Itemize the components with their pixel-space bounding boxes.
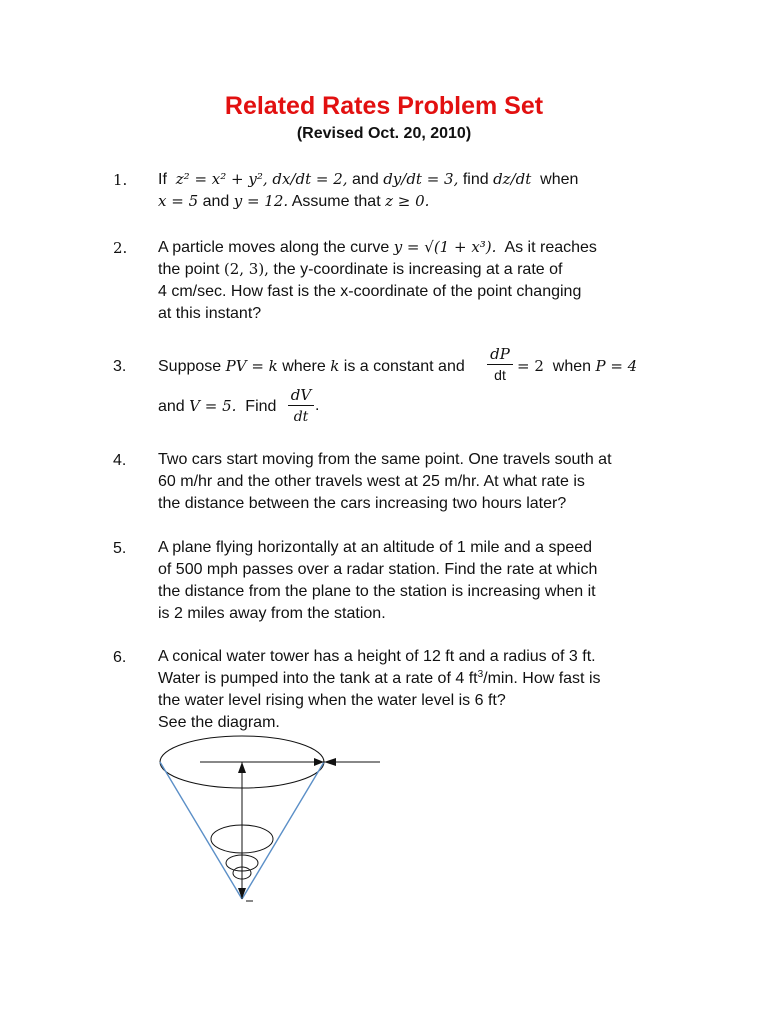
- problem-1-line-1: If z² = x² + y², dx/dt = 2, and dy/dt = 3, find dz/dt when: [158, 170, 579, 188]
- problem-2-line-4: at this instant?: [158, 305, 262, 322]
- problem-number: 1.: [113, 171, 128, 189]
- cone-left-side: [160, 762, 242, 899]
- problem-6-line-1: A conical water tower has a height of 12 ft and a radius of 3 ft.: [158, 648, 596, 665]
- problem-6-line-4: See the diagram.: [158, 714, 280, 731]
- height-arrow: [238, 762, 253, 901]
- fraction-dp-dt: dP dt: [487, 345, 513, 384]
- problem-4-line-2: 60 m/hr and the other travels west at 25 m/hr. At what rate is: [158, 473, 585, 490]
- problem-5-line-3: the distance from the plane to the station is increasing when it: [158, 583, 596, 600]
- problem-1-line-2: x = 5 and y = 12. Assume that z ≥ 0.: [158, 192, 430, 210]
- problem-number: 4.: [113, 452, 127, 469]
- problem-5-line-4: is 2 miles away from the station.: [158, 605, 386, 622]
- page-title: Related Rates Problem Set: [224, 92, 544, 120]
- problem-4-line-1: Two cars start moving from the same point. One travels south at: [158, 451, 612, 468]
- page-subtitle: (Revised Oct. 20, 2010): [296, 125, 472, 142]
- height-arrowhead-top: [238, 762, 246, 773]
- problem-3-line-1: Suppose PV = k where k is a constant and: [158, 357, 465, 375]
- fraction-dv-dt: dV dt: [288, 386, 314, 426]
- problem-number: 5.: [113, 540, 127, 557]
- cone-diagram: [150, 735, 390, 910]
- problem-2-line-3: 4 cm/sec. How fast is the x-coordinate of the point changing: [158, 283, 582, 300]
- problem-5-line-2: of 500 mph passes over a radar station. Find the rate at which: [158, 561, 598, 578]
- problem-6-line-3: the water level rising when the water level is 6 ft?: [158, 692, 506, 709]
- problem-6-line-2: Water is pumped into the tank at a rate of 4 $ft^3/\min$. How fast is: [158, 669, 601, 687]
- radius-arrowhead-right: [324, 758, 336, 766]
- problem-number: 2.: [113, 239, 128, 257]
- problem-3-line-2: and V = 5. Find: [158, 397, 277, 415]
- radius-arrows: [200, 758, 380, 766]
- problem-number: 3.: [113, 358, 127, 375]
- problem-number: 6.: [113, 649, 127, 666]
- problem-3-line-1b: = 2 when P = 4: [517, 357, 638, 375]
- problem-3-period: .: [315, 397, 320, 414]
- cone-right-side: [242, 762, 324, 899]
- problem-5-line-1: A plane flying horizontally at an altitude of 1 mile and a speed: [158, 539, 593, 556]
- problem-2-line-1: A particle moves along the curve y = √(1 + x³). As it reaches: [158, 238, 597, 256]
- problem-4-line-3: the distance between the cars increasing two hours later?: [158, 495, 567, 512]
- problem-2-line-2: the point (2, 3), the y-coordinate is increasing at a rate of: [158, 260, 563, 278]
